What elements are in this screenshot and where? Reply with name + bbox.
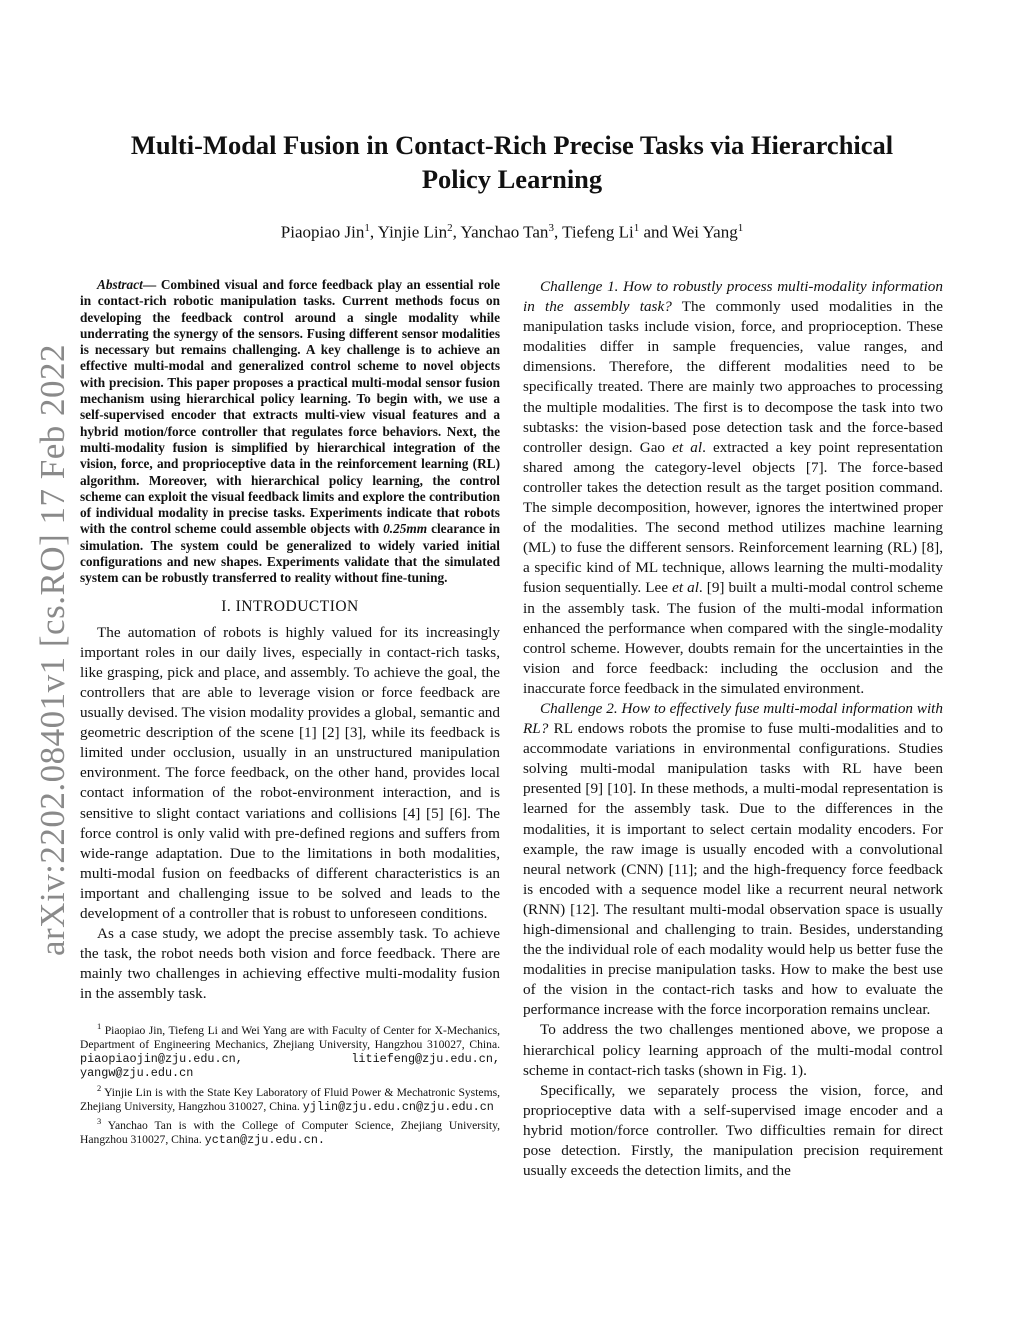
author-separator: , (369, 222, 378, 242)
footnote-email: yctan@zju.edu.cn. (204, 1133, 325, 1148)
arxiv-watermark-text: arXiv:2202.08401v1 [cs.RO] 17 Feb 2022 (33, 343, 73, 957)
et-al: et al (672, 579, 699, 597)
author-name: Piaopiao Jin (280, 222, 365, 242)
paper-title (100, 128, 924, 196)
title-line-2: Policy Learning (421, 164, 603, 194)
approach-paragraph: To address the two challenges mentioned above, we propose a hierarchical policy learning approach of the multi-modal control scheme in contact-rich tasks (shown in Fig. 1). (523, 1021, 943, 1079)
et-al: et al (672, 438, 703, 456)
footnote-text: Piaopiao Jin, Tiefeng Li and Wei Yang are with Faculty of Center for X-Mechanics, Department of Engineering Mechanics, Zhejiang University, Hangzhou 310027, China. (80, 1023, 500, 1051)
footnote-mark: 3 (97, 1116, 102, 1127)
author-separator: and (639, 222, 673, 242)
author-name: Tiefeng Li (562, 222, 634, 242)
arxiv-watermark (28, 343, 78, 957)
challenge-1-text-a: The commonly used modalities in the manipulation tasks include vision, force, and proprioception. These modalities differ in sample frequencies, value ranges, and dimensions. Therefore, the different modalities need to be specifically treated. There are mainly two approaches to processing the multiple modalities. The first is to decompose the task into two subtasks: the vision-based pose detection task and the force-based controller design. Gao (523, 298, 943, 456)
footnote-2 (80, 1081, 500, 1114)
author-separator: , (553, 222, 563, 242)
author-list (100, 222, 924, 243)
footnote-3 (80, 1114, 500, 1147)
author-name: Yanchao Tan (460, 222, 549, 242)
footnote-mark: 1 (97, 1020, 102, 1031)
author-separator: , (452, 222, 461, 242)
challenge-2-text: RL endows robots the promise to fuse multi-modalities and to accommodate variations in environmental configurations. Studies solving multi-modal manipulation tasks with RL have been presented [9] [10]. In these methods, a multi-modal representation is learned for the assembly task. Due to the differences in the modalities, it is important to select certain modality encoders. For example, the raw image is usually encoded with a convolutional neural network (CNN) [11]; and the high-frequency force feedback is encoded with a sequence model like a recurrent neural network (RNN) [12]. The resultant multi-modal observation space is usually high-dimensional and challenging to train. Besides, understanding the the individual role of each modality would help us better fuse the modalities in precise manipulation tasks. How to make the best use of the vision in the contact-rich tasks and how to evaluate the performance increase with the force incorporation remains unclear. (523, 720, 943, 1019)
author-name: Yinjie Lin (377, 222, 448, 242)
footnote-text: Yanchao Tan is with the College of Computer Science, Zhejiang University, Hangzhou 310027, China. (80, 1118, 501, 1147)
intro-paragraph-1: The automation of robots is highly valued for its increasingly important roles in our daily lives, especially in contact-rich tasks, like grasping, pick and place, and assembly. To achieve the goal, the controllers that are able to leverage vision or force feedback are usually devised. The vision modality provides a global, semantic and geometric description of the scene [1] [2] [3], while its feedback is limited under occlusion, usually in an unstructured manipulation environment. The force feedback, on the other hand, provides local contact information of the robot-environment interaction, and is sensitive to slight contact variations and collisions [4] [5] [6]. The force control is only valid with pre-defined regions and suffers from wide-range adaptation. Due to the limitations in both modalities, multi-modal fusion on feedbacks of different characteristics is an important and challenging issue to be solved and leads to the development of a controller that is robust to unforeseen conditions. (80, 623, 500, 923)
challenge-1-text-b: . extracted a key point representation shared among the category-level objects [7]. The force-based controller takes the detection result as the target position command. The simple decomposition, however, ignores the intertwined proper of the modalities. The second method utilizes machine learning (ML) to fuse the different sensors. Reinforcement learning (RL) [8], a specific kind of ML technique, allows learning the multi-modality fusion sequentially. Lee (523, 438, 944, 597)
footnote-email: piaopiaojin@zju.edu.cn, litiefeng@zju.edu.cn, yangw@zju.edu.cn (80, 1051, 500, 1081)
title-line-1: Multi-Modal Fusion in Contact-Rich Precise Tasks via Hierarchical (130, 130, 894, 160)
author-affiliation: 1 (737, 222, 744, 234)
intro-paragraph-2: As a case study, we adopt the precise assembly task. To achieve the task, the robot needs both vision and force feedback. There are mainly two challenges in achieving effective multi-modality fusion in the assembly task. (80, 925, 500, 1003)
challenge-1-paragraph (523, 277, 943, 699)
challenge-1-text-c: . [9] built a multi-modal control scheme in the assembly task. The fusion of the multi-modal information enhanced the performance when compared with the single-modality control scheme. However, doubts remain for the uncertainties in the vision and force feedback: including the occlusion and the inaccurate force feedback in the simulated environment. (523, 579, 943, 697)
abstract-text-2: clearance in simulation. The system could be generalized to widely varied initial configurations and new shapes. Experiments validate that the simulated system can be robustly transferred to reality without fine-tuning. (80, 521, 501, 586)
footnote-1 (80, 1019, 500, 1081)
author-affiliation: 2 (447, 222, 453, 234)
footnotes (80, 1019, 500, 1148)
footnote-mark: 2 (97, 1082, 102, 1093)
author-affiliation: 1 (633, 222, 640, 234)
challenge-1-label: Challenge 1. How to robustly process multi-modality information in the assembly task? (523, 278, 943, 316)
abstract-label: Abstract (97, 277, 143, 292)
right-column (523, 277, 943, 1181)
author-affiliation: 1 (364, 222, 370, 234)
section-heading-introduction: I. INTRODUCTION (221, 597, 359, 615)
method-paragraph: Specifically, we separately process the vision, force, and proprioceptive data with a self-supervised image encoder and a hybrid motion/force controller. Two difficulties remain for direct pose detection. Firstly, the manipulation precision requirement usually exceeds the detection limits, and the (523, 1081, 943, 1180)
footnote-email: yjlin@zju.edu.cn@zju.edu.cn (302, 1099, 494, 1114)
author-name: Wei Yang (672, 222, 738, 242)
challenge-2-paragraph (523, 699, 943, 1021)
abstract-dash: — (142, 277, 161, 292)
author-affiliation: 3 (548, 222, 554, 234)
abstract-emphasis: 0.25mm (383, 521, 428, 537)
abstract-text-1: Combined visual and force feedback play an essential role in contact-rich robotic manipulation tasks. Current methods focus on developing the feedback control around a single modality while underrating the synergy of the sensors. Fusing different sensor modalities is necessary but remains challenging. A key challenge is to achieve an effective multi-modal and generalized control scheme to novel objects with precision. This paper proposes a practical multi-modal sensor fusion mechanism using hierarchical policy learning. To begin with, we use a self-supervised encoder that extracts multi-view visual features and a hybrid motion/force controller that regulates force behaviors. Next, the multi-modality fusion is simplified by hierarchical integration of the vision, force, and proprioceptive data in the reinforcement learning (RL) algorithm. Moreover, with hierarchical policy learning, the control scheme can exploit the visual feedback limits and explore the contribution of individual modality in precise tasks. Experiments indicate that robots with the control scheme could assemble objects with (80, 277, 500, 537)
footnote-text: Yinjie Lin is with the State Key Laboratory of Fluid Power & Mechatronic Systems, Zhejiang University, Hangzhou 310027, China. (80, 1085, 500, 1113)
abstract (80, 277, 500, 587)
left-column (80, 277, 500, 1147)
challenge-2-label: Challenge 2. How to effectively fuse multi-modal information with RL? (523, 699, 943, 738)
